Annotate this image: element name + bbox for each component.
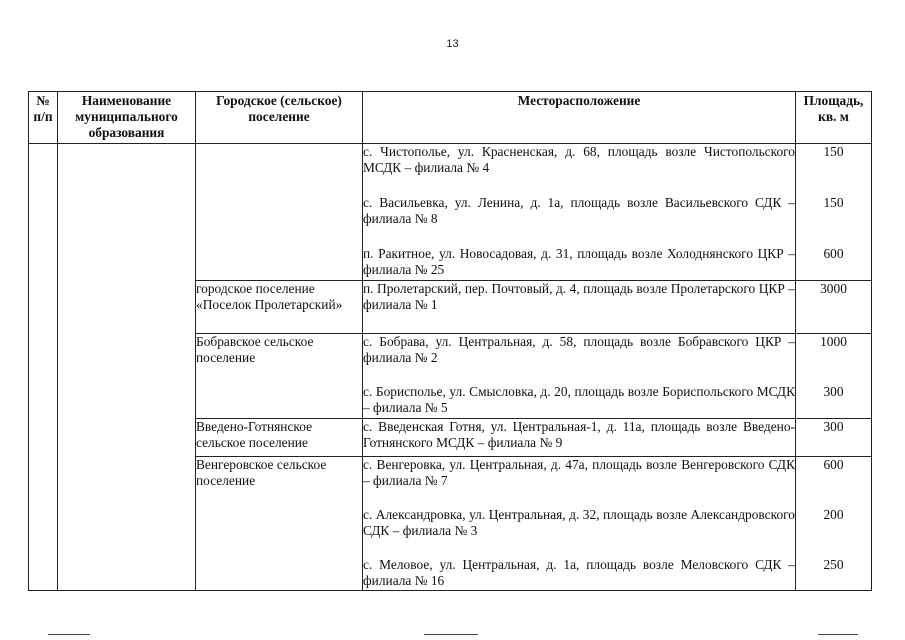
area-cell xyxy=(796,144,872,281)
settlement-cell: городское поселение «Поселок Пролетарский» xyxy=(196,281,363,334)
scan-mark xyxy=(424,634,478,635)
location-entry: с. Меловое, ул. Центральная, д. 1а, площадь возле Меловского СДК – филиала № 16 xyxy=(363,557,795,588)
page-number: 13 xyxy=(446,38,459,50)
area-cell xyxy=(796,281,872,334)
col-header-num: № п/п xyxy=(29,92,58,144)
municipality-cell xyxy=(58,144,196,591)
table-row xyxy=(29,144,872,281)
settlement-cell: Бобравское сельское поселение xyxy=(196,334,363,419)
location-entry: с. Бобрава, ул. Центральная, д. 58, площадь возле Бобравского ЦКР – филиала № 2 xyxy=(363,334,795,365)
area-value: 200 xyxy=(823,507,844,522)
settlement-cell: Введено-Готнянское сельское поселение xyxy=(196,419,363,457)
col-header-municipality: Наименование муниципального образования xyxy=(58,92,196,144)
area-value: 250 xyxy=(823,557,844,572)
settlement-cell xyxy=(196,144,363,281)
location-cell xyxy=(363,419,796,457)
scan-mark xyxy=(818,634,858,635)
col-header-settlement: Городское (сельское) поселение xyxy=(196,92,363,144)
header-row xyxy=(29,92,872,144)
location-cell xyxy=(363,281,796,334)
location-cell xyxy=(363,144,796,281)
location-entry: с. Васильевка, ул. Ленина, д. 1а, площадь возле Васильевского СДК – филиала № 8 xyxy=(363,195,795,226)
area-cell xyxy=(796,419,872,457)
location-entry: с. Борисполье, ул. Смысловка, д. 20, площадь возле Бориспольского МСДК – филиала № 5 xyxy=(363,384,795,415)
area-value: 600 xyxy=(823,457,844,472)
area-value: 150 xyxy=(823,195,844,210)
location-cell xyxy=(363,457,796,591)
area-value: 150 xyxy=(823,144,844,159)
area-value: 300 xyxy=(823,384,844,399)
location-entry: с. Венгеровка, ул. Центральная, д. 47а, площадь возле Венгеровского СДК – филиала № 7 xyxy=(363,457,795,488)
area-value: 3000 xyxy=(820,281,847,296)
location-entry: с. Введенская Готня, ул. Центральная-1, д. 11а, площадь возле Введено-Готнянского МСДК – филиала № 9 xyxy=(363,419,795,450)
settlement-cell: Венгеровское сельское поселение xyxy=(196,457,363,591)
num-cell xyxy=(29,144,58,591)
scan-mark xyxy=(48,634,90,635)
area-value: 1000 xyxy=(820,334,847,349)
placement-table xyxy=(28,91,872,591)
location-entry: п. Ракитное, ул. Новосадовая, д. 31, площадь возле Холоднянского ЦКР – филиала № 25 xyxy=(363,246,795,277)
area-value: 300 xyxy=(823,419,844,434)
area-cell xyxy=(796,334,872,419)
area-value: 600 xyxy=(823,246,844,261)
location-cell xyxy=(363,334,796,419)
location-entry: с. Чистополье, ул. Красненская, д. 68, площадь возле Чистопольского МСДК – филиала № 4 xyxy=(363,144,795,175)
location-entry: с. Александровка, ул. Центральная, д. 32, площадь возле Александровского СДК – филиала № 3 xyxy=(363,507,795,538)
col-header-location: Месторасположение xyxy=(363,92,796,144)
area-cell xyxy=(796,457,872,591)
location-entry: п. Пролетарский, пер. Почтовый, д. 4, площадь возле Пролетарского ЦКР – филиала № 1 xyxy=(363,281,795,312)
col-header-area: Площадь, кв. м xyxy=(796,92,872,144)
